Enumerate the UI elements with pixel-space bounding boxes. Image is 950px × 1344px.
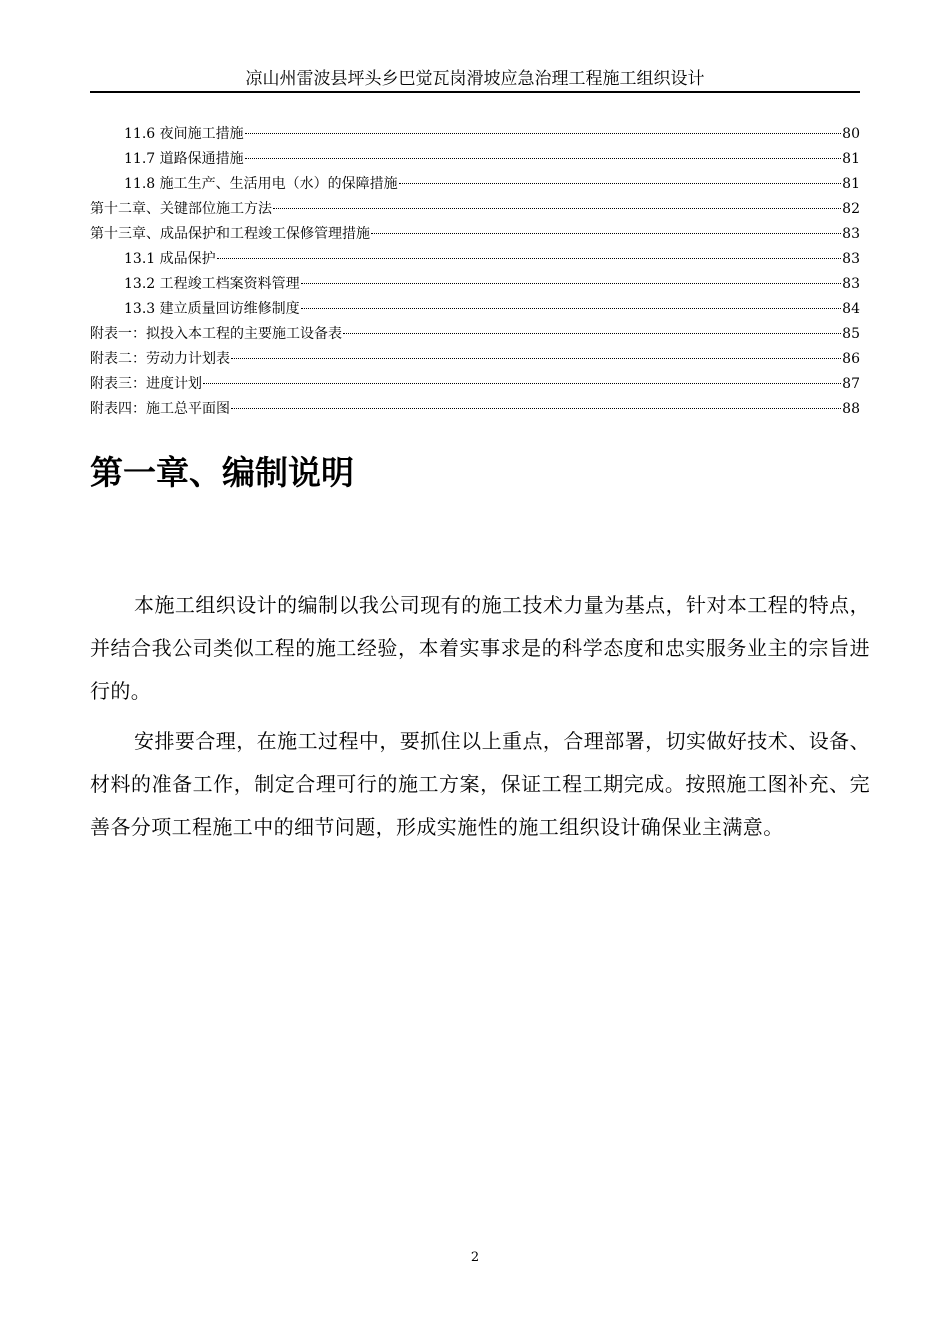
- toc-entry-title: 附表四：施工总平面图: [90, 401, 230, 417]
- toc-entry-title: 11.7 道路保通措施: [124, 151, 244, 167]
- page-header-title: 凉山州雷波县坪头乡巴觉瓦岗滑坡应急治理工程施工组织设计: [245, 69, 705, 89]
- chapter-body: [90, 584, 870, 849]
- toc-dot-leader: [217, 258, 842, 259]
- toc-entry-page: 88: [842, 401, 860, 417]
- toc-entry-title: 第十三章、成品保护和工程竣工保修管理措施: [90, 226, 370, 242]
- body-paragraph: 本施工组织设计的编制以我公司现有的施工技术力量为基点，针对本工程的特点，并结合我公司类似工程的施工经验，本着实事求是的科学态度和忠实服务业主的宗旨进行的。: [90, 593, 870, 703]
- toc-entry-page: 83: [842, 276, 860, 292]
- toc-entry[interactable]: [90, 347, 860, 372]
- toc-dot-leader: [399, 183, 842, 184]
- toc-entry-page: 80: [842, 126, 860, 142]
- toc-entry[interactable]: [90, 122, 860, 147]
- toc-dot-leader: [343, 333, 841, 334]
- header-divider: [90, 91, 860, 93]
- toc-entry-title: 第十二章、关键部位施工方法: [90, 201, 272, 217]
- toc-entry[interactable]: [90, 247, 860, 272]
- toc-dot-leader: [245, 158, 842, 159]
- toc-entry-page: 86: [842, 351, 860, 367]
- toc-dot-leader: [231, 358, 841, 359]
- toc-entry-title: 11.8 施工生产、生活用电（水）的保障措施: [124, 176, 398, 192]
- page-number: 2: [470, 1250, 480, 1265]
- toc-dot-leader: [273, 208, 841, 209]
- toc-entry-page: 81: [842, 151, 860, 167]
- toc-dot-leader: [301, 283, 842, 284]
- toc-entry-page: 83: [842, 226, 860, 242]
- toc-entry[interactable]: [90, 297, 860, 322]
- toc-entry-title: 附表三：进度计划: [90, 376, 202, 392]
- toc-entry[interactable]: [90, 222, 860, 247]
- toc-dot-leader: [203, 383, 841, 384]
- toc-entry[interactable]: [90, 397, 860, 422]
- toc-entry-page: 85: [842, 326, 860, 342]
- toc-entry-page: 81: [842, 176, 860, 192]
- toc-entry[interactable]: [90, 272, 860, 297]
- toc-entry[interactable]: [90, 322, 860, 347]
- toc-entry-page: 87: [842, 376, 860, 392]
- toc-dot-leader: [245, 133, 842, 134]
- toc-entry[interactable]: [90, 197, 860, 222]
- body-paragraph: 安排要合理，在施工过程中，要抓住以上重点，合理部署，切实做好技术、设备、材料的准备工作，制定合理可行的施工方案，保证工程工期完成。按照施工图补充、完善各分项工程施工中的细节问题，形成实施性的施工组织设计确保业主满意。: [90, 729, 870, 839]
- toc-entry-page: 83: [842, 251, 860, 267]
- toc-entry[interactable]: [90, 147, 860, 172]
- table-of-contents: [90, 122, 860, 422]
- toc-entry-title: 附表一：拟投入本工程的主要施工设备表: [90, 326, 342, 342]
- toc-dot-leader: [371, 233, 841, 234]
- chapter-title: 第一章、编制说明: [90, 453, 354, 492]
- toc-entry-title: 13.1 成品保护: [124, 251, 216, 267]
- toc-entry-page: 82: [842, 201, 860, 217]
- toc-dot-leader: [301, 308, 842, 309]
- toc-entry[interactable]: [90, 172, 860, 197]
- toc-entry-title: 13.3 建立质量回访维修制度: [124, 301, 300, 317]
- toc-entry-title: 附表二：劳动力计划表: [90, 351, 230, 367]
- toc-entry-page: 84: [842, 301, 860, 317]
- toc-entry-title: 11.6 夜间施工措施: [124, 126, 244, 142]
- toc-dot-leader: [231, 408, 841, 409]
- toc-entry[interactable]: [90, 372, 860, 397]
- toc-entry-title: 13.2 工程竣工档案资料管理: [124, 276, 300, 292]
